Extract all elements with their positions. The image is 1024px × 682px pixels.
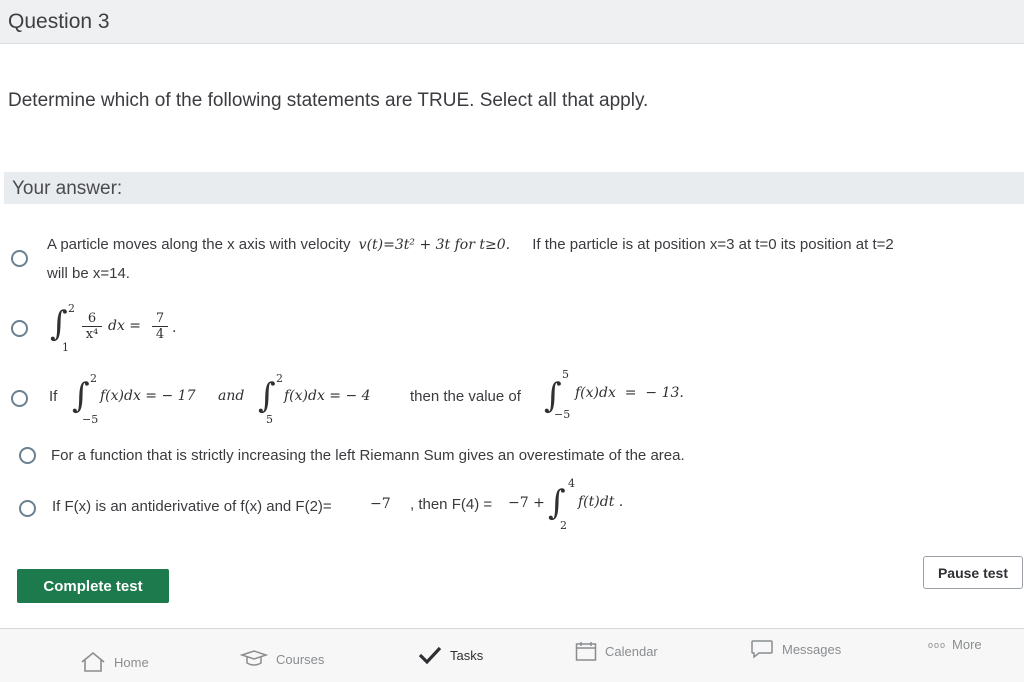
option-3-int1-body: f(x)dx = − 17 <box>100 388 196 404</box>
integral-lower-limit: 5 <box>266 413 273 426</box>
option-3-radio[interactable] <box>11 390 28 407</box>
integral-lower-limit: 2 <box>560 519 567 532</box>
option-1-text: A particle moves along the x axis with velocity <box>47 236 351 253</box>
tab-courses-label: Courses <box>276 651 325 667</box>
option-2-dx: dx = <box>108 318 142 334</box>
tab-calendar-label: Calendar <box>605 643 658 659</box>
integral-sign: ∫ <box>548 483 566 523</box>
home-icon <box>80 651 106 673</box>
bottom-tab-bar <box>0 628 1024 682</box>
integral-upper-limit: 2 <box>68 302 75 315</box>
checkmark-icon <box>418 645 442 665</box>
option-5-text-mid: , then F(4) = <box>410 496 493 513</box>
tab-home[interactable] <box>80 651 149 673</box>
integral-upper-limit: 2 <box>276 372 283 385</box>
option-1-math: v(t)=3t² + 3t for t≥0. <box>358 237 511 253</box>
option-2-period: . <box>172 320 177 336</box>
tab-tasks-label: Tasks <box>450 647 484 663</box>
integral-lower-limit: −5 <box>82 413 99 426</box>
option-1-text-line2: will be x=14. <box>47 265 130 282</box>
integral-sign: ∫ <box>50 304 68 344</box>
option-3-and: and <box>218 388 245 404</box>
option-1-text-after: If the particle is at position x=3 at t=0 its position at t=2 <box>532 236 894 253</box>
tab-courses[interactable] <box>240 649 324 669</box>
option-5-text: If F(x) is an antiderivative of f(x) and F(2)= <box>52 498 332 515</box>
tab-home-label: Home <box>114 654 149 670</box>
option-3-then: then the value of <box>410 388 521 405</box>
option-2-radio[interactable] <box>11 320 28 337</box>
question-header <box>0 0 1024 44</box>
chat-bubble-icon <box>750 639 774 659</box>
tab-messages[interactable] <box>750 639 841 659</box>
tab-more-label: More <box>952 637 982 652</box>
tab-tasks[interactable] <box>418 645 483 665</box>
option-2-rhs-fraction: $\frac{7}{4}$ <box>152 311 168 342</box>
integral-sign: ∫ <box>544 376 562 416</box>
integral-sign: ∫ <box>72 376 90 416</box>
tab-more[interactable] <box>928 637 982 652</box>
more-dots-icon: ooo <box>928 639 947 650</box>
question-prompt: Determine which of the following statements are TRUE. Select all that apply. <box>8 90 649 111</box>
option-4-radio[interactable] <box>19 447 36 464</box>
option-3-int3-body: f(x)dx = − 13. <box>575 385 684 401</box>
option-3-if: If <box>49 388 58 405</box>
integral-upper-limit: 5 <box>562 368 569 381</box>
option-2-fraction: $\frac{6}{\text{x⁴}}$ <box>82 311 102 342</box>
option-5-f2-value: −7 <box>370 496 391 512</box>
answer-label: Your answer: <box>12 178 123 199</box>
integral-lower-limit: 1 <box>62 341 69 354</box>
integral-upper-limit: 4 <box>568 477 575 490</box>
complete-test-button[interactable]: Complete test <box>17 569 169 603</box>
option-5-rhs: −7 + <box>508 495 545 511</box>
pause-test-button[interactable]: Pause test <box>923 556 1023 589</box>
option-4-text: For a function that is strictly increasing the left Riemann Sum gives an overestimate of the area. <box>51 447 685 464</box>
integral-sign: ∫ <box>258 376 276 416</box>
question-title: Question 3 <box>8 10 110 33</box>
option-1-radio[interactable] <box>11 250 28 267</box>
answer-section-header <box>4 172 1024 204</box>
tab-calendar[interactable] <box>575 641 658 661</box>
option-3-int2-body: f(x)dx = − 4 <box>284 388 371 404</box>
courses-icon <box>240 649 268 669</box>
tab-messages-label: Messages <box>782 641 842 657</box>
option-5-int-body: f(t)dt . <box>578 494 624 510</box>
calendar-icon <box>575 641 597 661</box>
option-5-radio[interactable] <box>19 500 36 517</box>
integral-lower-limit: −5 <box>554 408 571 421</box>
integral-upper-limit: 2 <box>90 372 97 385</box>
